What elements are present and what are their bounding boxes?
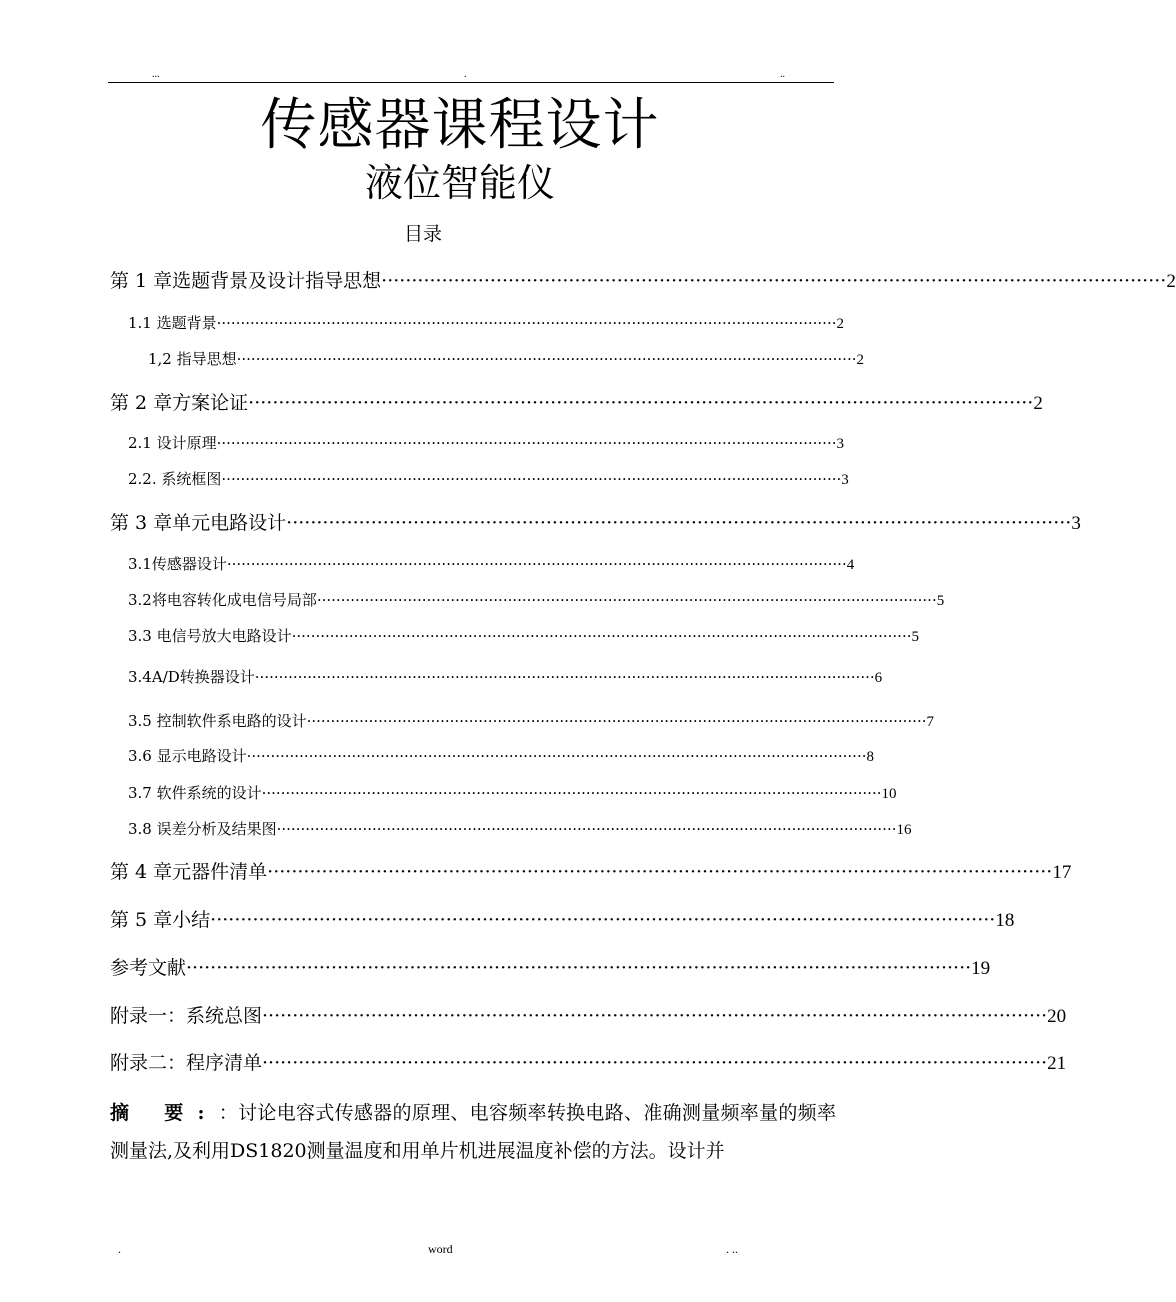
- toc-leader-dots: ··································································································································: [254, 668, 875, 686]
- toc-entry[interactable]: [110, 390, 1043, 417]
- toc-entry-label: 附录二：程序清单: [110, 1052, 263, 1074]
- toc-leader-dots: ··································································································································: [306, 712, 927, 730]
- toc-leader-dots: ··································································································································: [221, 470, 842, 488]
- toc-entry[interactable]: [128, 818, 912, 841]
- toc-leader-dots: ··································································································································: [286, 512, 1072, 534]
- toc-entry-page: 18: [995, 910, 1015, 931]
- toc-leader-dots: ··································································································································: [381, 270, 1167, 292]
- toc-entry-label: 3.4A/D转换器设计: [128, 668, 255, 686]
- toc-entry[interactable]: [110, 907, 1015, 934]
- toc-entry[interactable]: [148, 348, 864, 371]
- toc-entry-page: 17: [1052, 862, 1072, 883]
- toc-entry-page: 2: [1033, 393, 1043, 414]
- header-rule: [108, 82, 834, 83]
- toc-entry-page: 2: [1166, 271, 1176, 292]
- toc-entry[interactable]: [128, 782, 897, 805]
- footer-left-mark: .: [118, 1242, 121, 1256]
- abstract-text: ：讨论电容式传感器的原理、电容频率转换电路、准确测量频率量的频率测量法,及利用DS1820测量温度和用单片机进展温度补偿的方法。设计并: [110, 1102, 836, 1162]
- toc-entry-page: 8: [866, 749, 874, 765]
- toc-entry[interactable]: [128, 589, 945, 612]
- toc-entry[interactable]: [128, 710, 934, 733]
- toc-entry-page: 3: [841, 472, 849, 488]
- toc-leader-dots: ··································································································································: [316, 591, 937, 609]
- toc-entry[interactable]: [128, 312, 844, 335]
- toc-entry[interactable]: [128, 625, 919, 648]
- toc-entry-label: 3.5 控制软件系电路的设计: [128, 712, 307, 730]
- toc-leader-dots: ··································································································································: [216, 314, 837, 332]
- toc-entry[interactable]: [110, 1050, 1067, 1077]
- toc-entry-page: 10: [881, 786, 897, 802]
- header-right-mark: ..: [780, 69, 785, 80]
- toc-entry-label: 参考文献: [110, 957, 187, 979]
- footer-right-mark: . ..: [726, 1242, 738, 1256]
- toc-entry-page: 6: [874, 670, 883, 686]
- toc-leader-dots: ··································································································································: [186, 957, 972, 979]
- toc-entry[interactable]: [110, 510, 1081, 537]
- header-left-mark: ...: [152, 69, 160, 80]
- toc-entry-label: 3.3 电信号放大电路设计: [128, 627, 292, 645]
- toc-entry-label: 第 4 章元器件清单: [110, 861, 268, 883]
- toc-leader-dots: ··································································································································: [236, 350, 857, 368]
- toc-leader-dots: ··································································································································: [276, 820, 897, 838]
- toc-entry-page: 2: [856, 352, 864, 368]
- toc-leader-dots: ··································································································································: [246, 747, 867, 765]
- document-title: 传感器课程设计: [260, 93, 660, 158]
- toc-leader-dots: ··································································································································: [216, 434, 837, 452]
- toc-leader-dots: ··································································································································: [291, 627, 912, 645]
- abstract-paragraph: [110, 1094, 836, 1170]
- toc-entry-page: 19: [971, 958, 991, 979]
- toc-entry[interactable]: [128, 468, 849, 491]
- toc-entry-label: 3.6 显示电路设计: [128, 747, 247, 765]
- toc-entry[interactable]: [128, 553, 855, 576]
- toc-entry-label: 2.2. 系统框图: [128, 470, 222, 488]
- footer-center-word: word: [428, 1242, 453, 1256]
- toc-leader-dots: ··································································································································: [262, 1052, 1048, 1074]
- toc-entry[interactable]: [110, 1003, 1067, 1030]
- toc-entry-page: 21: [1047, 1053, 1067, 1074]
- toc-entry[interactable]: [110, 268, 1176, 295]
- toc-entry-page: 5: [936, 593, 945, 609]
- toc-leader-dots: ··································································································································: [226, 555, 847, 573]
- toc-entry-label: 第 2 章方案论证: [110, 392, 249, 414]
- toc-entry-page: 3: [836, 436, 844, 452]
- toc-entry-label: 1,2 指导思想: [148, 350, 237, 368]
- toc-entry[interactable]: [128, 666, 883, 689]
- toc-entry-label: 附录一：系统总图: [110, 1005, 263, 1027]
- document-subtitle: 液位智能仪: [364, 161, 555, 205]
- toc-entry-page: 4: [846, 557, 855, 573]
- toc-leader-dots: ··································································································································: [210, 909, 996, 931]
- toc-leader-dots: ··································································································································: [267, 861, 1053, 883]
- toc-entry-page: 20: [1047, 1006, 1067, 1027]
- toc-entry[interactable]: [128, 745, 874, 768]
- toc-leader-dots: ··································································································································: [261, 784, 882, 802]
- toc-entry-label: 3.2将电容转化成电信号局部: [128, 591, 317, 609]
- toc-heading: 目录: [404, 223, 443, 245]
- abstract-label: 摘 要:: [110, 1102, 219, 1124]
- toc-entry-page: 5: [911, 629, 919, 645]
- toc-entry-page: 16: [896, 822, 912, 838]
- toc-entry-page: 7: [926, 714, 934, 730]
- toc-leader-dots: ··································································································································: [262, 1005, 1048, 1027]
- toc-entry-page: 2: [836, 316, 844, 332]
- toc-entry-label: 第 5 章小结: [110, 909, 211, 931]
- toc-entry-label: 3.1传感器设计: [128, 555, 227, 573]
- toc-leader-dots: ··································································································································: [248, 392, 1034, 414]
- toc-entry[interactable]: [110, 859, 1072, 886]
- toc-entry-label: 3.8 误差分析及结果图: [128, 820, 277, 838]
- toc-entry[interactable]: [110, 955, 991, 982]
- toc-entry[interactable]: [128, 432, 844, 455]
- toc-entry-label: 2.1 设计原理: [128, 434, 217, 452]
- toc-entry-label: 第 3 章单元电路设计: [110, 512, 287, 534]
- toc-entry-page: 3: [1071, 513, 1081, 534]
- toc-entry-label: 1.1 选题背景: [128, 314, 217, 332]
- header-center-mark: .: [464, 69, 467, 80]
- toc-entry-label: 3.7 软件系统的设计: [128, 784, 262, 802]
- toc-entry-label: 第 1 章选题背景及设计指导思想: [110, 270, 382, 292]
